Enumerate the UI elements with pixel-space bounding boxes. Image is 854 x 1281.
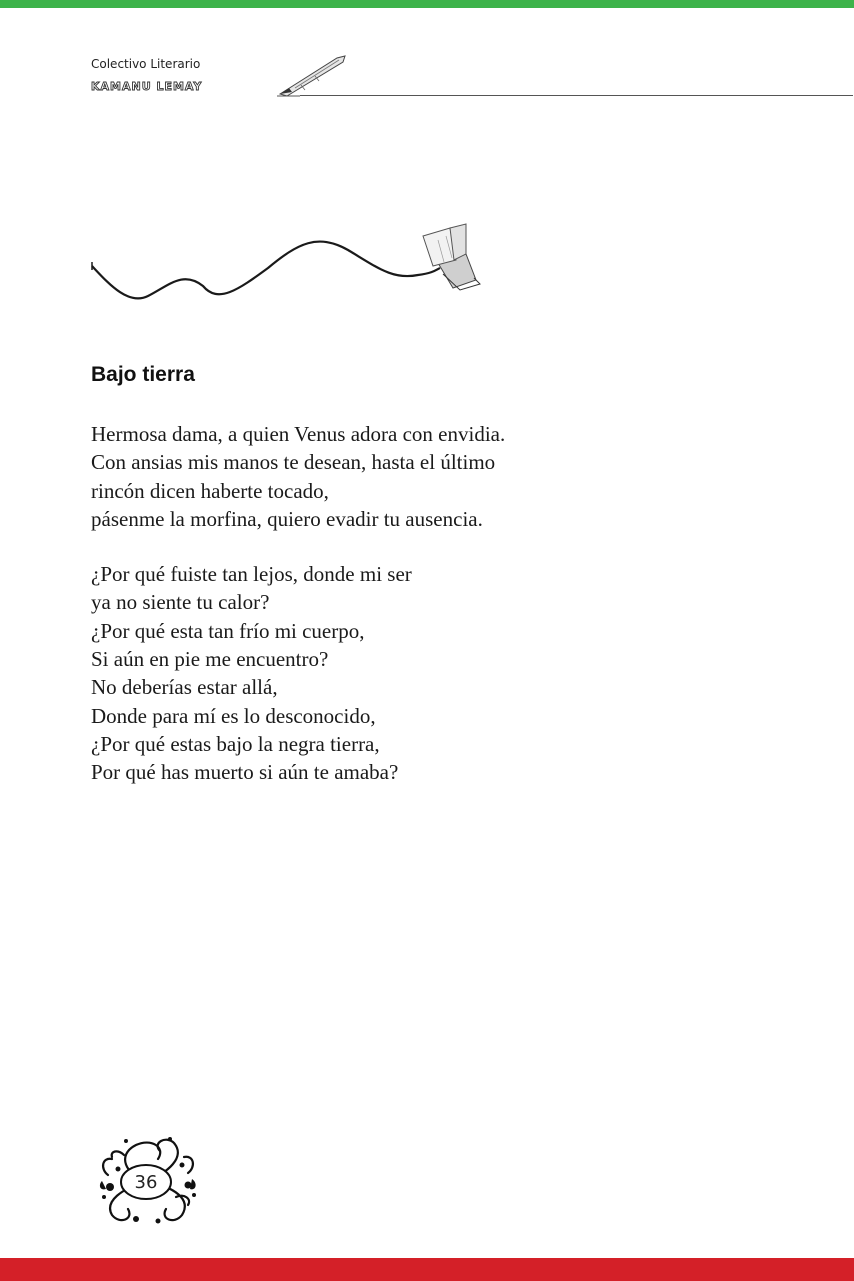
poem-line: Donde para mí es lo desconocido, bbox=[91, 703, 376, 728]
poem-line: Con ansias mis manos te desean, hasta el último bbox=[91, 450, 496, 475]
stanza-2 bbox=[91, 560, 651, 786]
poem-line: Por qué has muerto si aún te amaba? bbox=[91, 760, 399, 785]
header-brand-logo: KAMANU LEMAY bbox=[91, 80, 203, 93]
poem-line: ¿Por qué esta tan frío mi cuerpo, bbox=[91, 618, 365, 643]
fountain-pen-icon bbox=[275, 52, 350, 98]
poem-line: pásenme la morfina, quiero evadir tu ausencia. bbox=[91, 506, 483, 531]
poem-line: No deberías estar allá, bbox=[91, 675, 278, 700]
header-collective-label: Colectivo Literario bbox=[91, 57, 201, 71]
poem-line: ¿Por qué estas bajo la negra tierra, bbox=[91, 731, 380, 756]
poem-body bbox=[91, 420, 651, 814]
top-green-bar bbox=[0, 0, 854, 8]
poem-line: ya no siente tu calor? bbox=[91, 590, 270, 615]
poem-line: Hermosa dama, a quien Venus adora con envidia. bbox=[91, 422, 506, 446]
poem-title: Bajo tierra bbox=[91, 363, 195, 386]
poem-line: rincón dicen haberte tocado, bbox=[91, 478, 329, 503]
header-rule bbox=[300, 95, 853, 96]
page-number: 36 bbox=[134, 1172, 158, 1193]
poem-line: Si aún en pie me encuentro? bbox=[91, 647, 329, 672]
flying-book-icon bbox=[88, 218, 488, 308]
stanza-1 bbox=[91, 420, 651, 533]
bottom-red-bar bbox=[0, 1258, 854, 1281]
poem-line: ¿Por qué fuiste tan lejos, donde mi ser bbox=[91, 562, 412, 587]
